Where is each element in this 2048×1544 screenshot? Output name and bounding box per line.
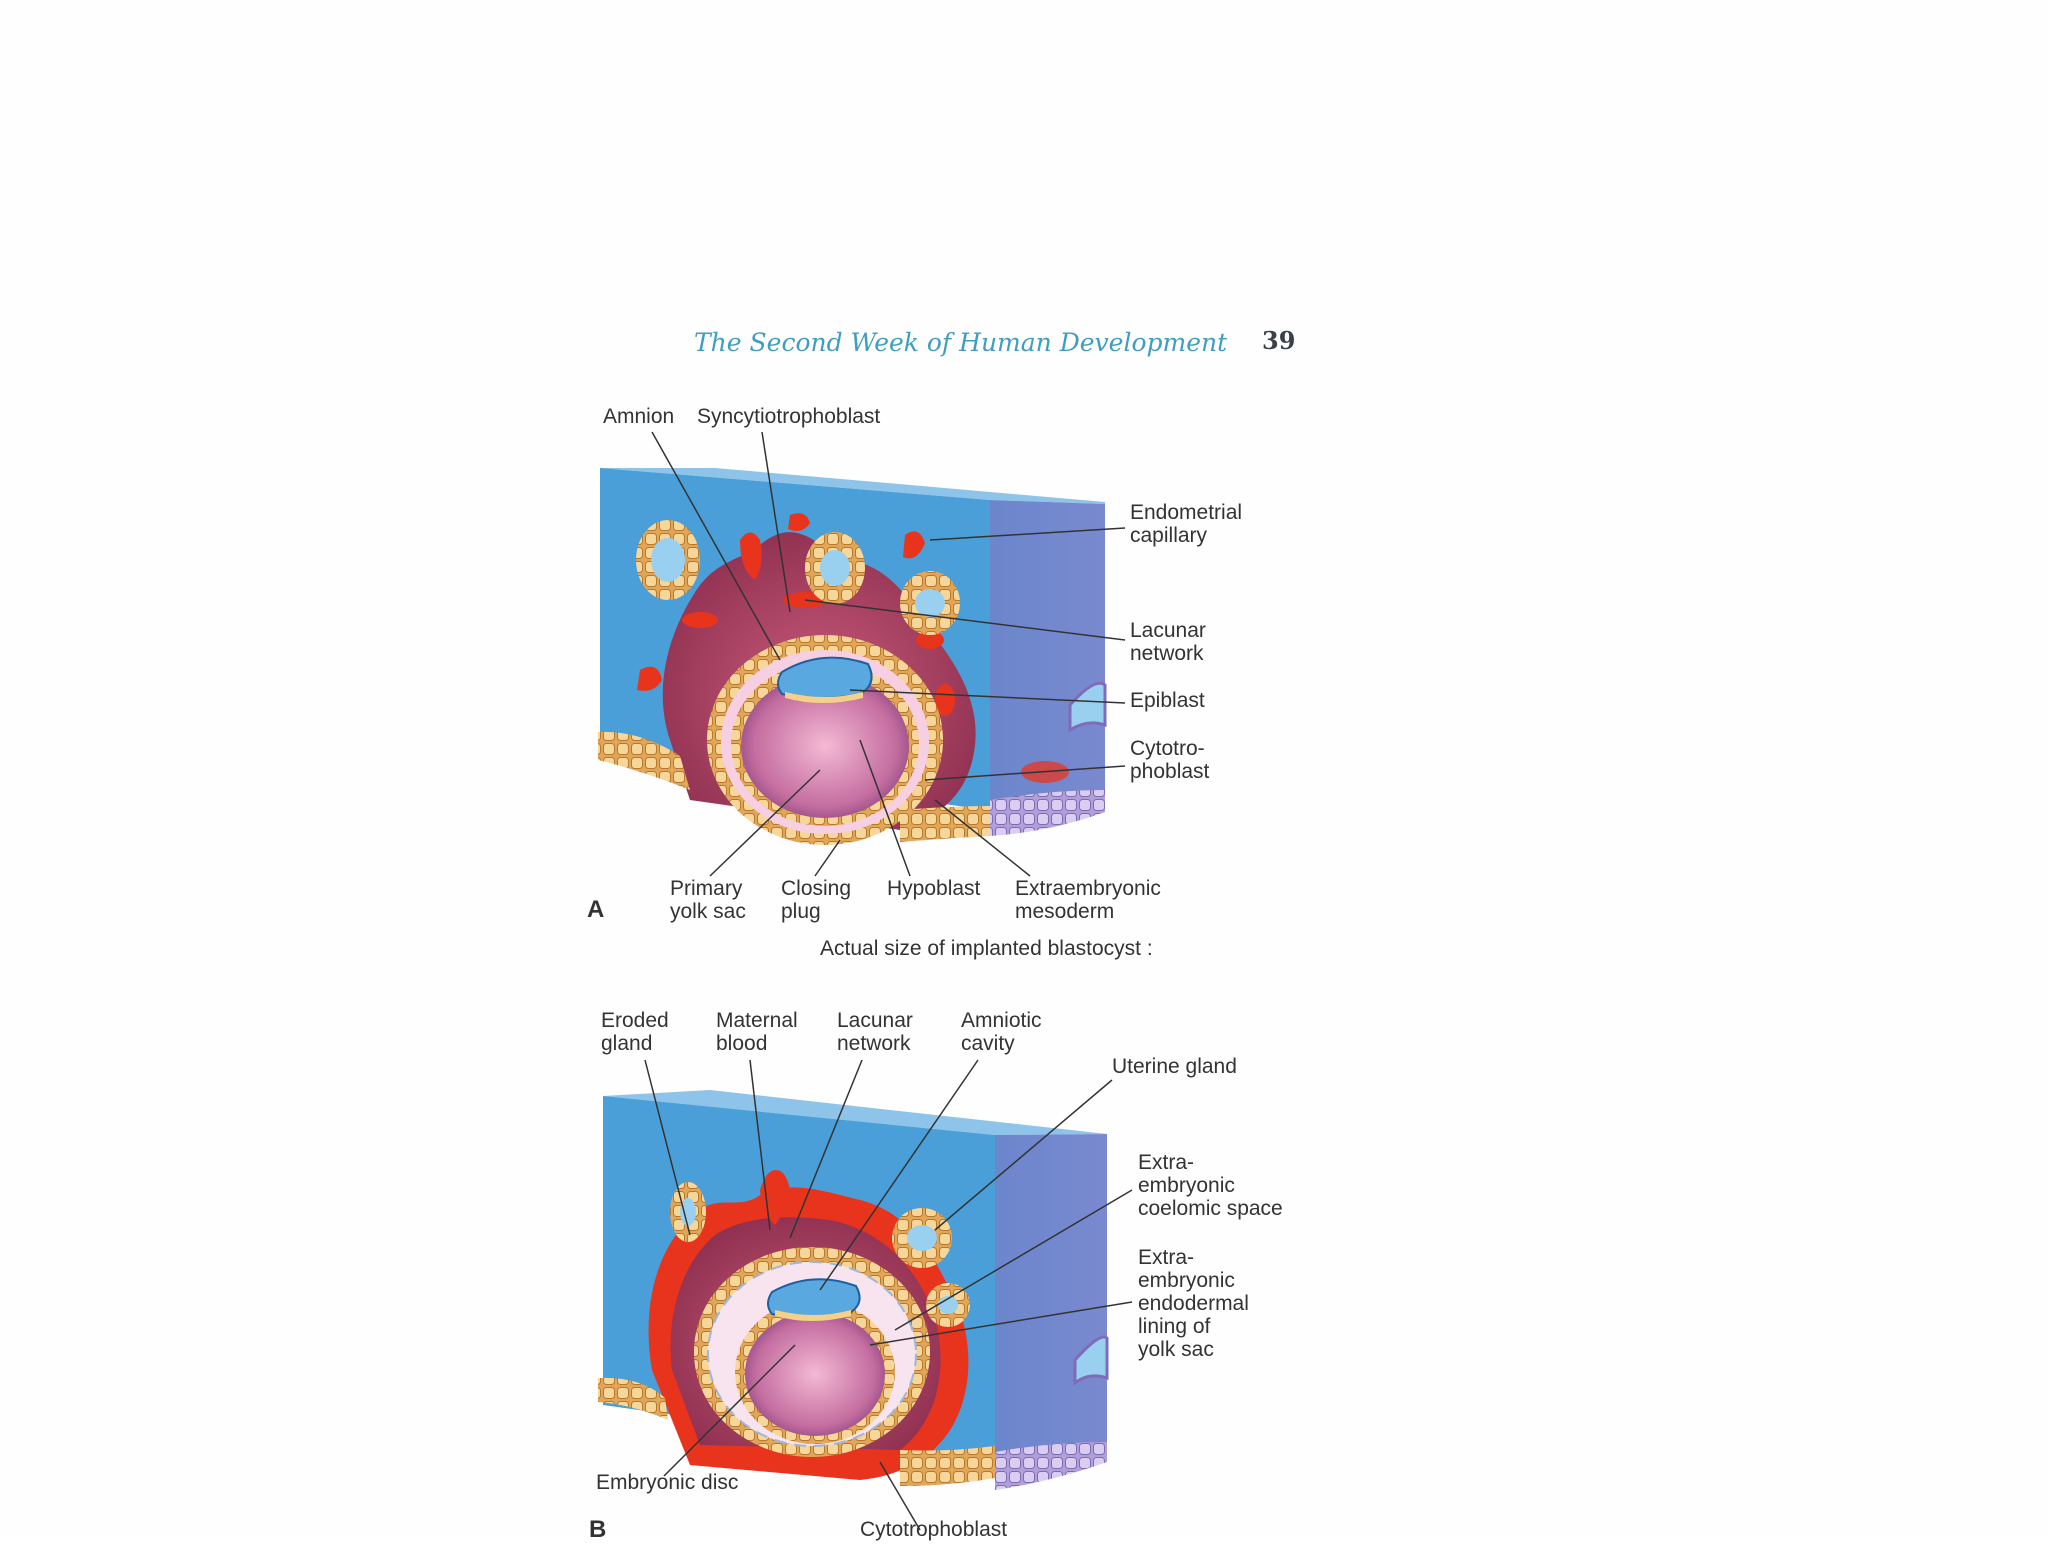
label-extraembryonic-coelomic-space: Extra- embryonic coelomic space	[1138, 1151, 1283, 1220]
label-embryonic-disc: Embryonic disc	[596, 1471, 739, 1494]
label-lacunar-network-b: Lacunar network	[837, 1009, 913, 1055]
label-extraembryonic-mesoderm: Extraembryonic mesoderm	[1015, 877, 1161, 923]
label-maternal-blood: Maternal blood	[716, 1009, 798, 1055]
label-amnion: Amnion	[603, 405, 675, 428]
endometrium-side-b	[995, 1134, 1107, 1460]
figure-a-block	[598, 468, 1105, 845]
caption-actual-size: Actual size of implanted blastocyst :	[820, 937, 1153, 960]
label-eroded-gland: Eroded gland	[601, 1009, 669, 1055]
label-syncytiotrophoblast: Syncytiotrophoblast	[697, 405, 881, 428]
running-header-title: The Second Week of Human Development	[694, 328, 1228, 357]
label-extraembryonic-endodermal-lining: Extra- embryonic endodermal lining of yolk sac	[1138, 1246, 1249, 1361]
label-lacunar-network-a: Lacunar network	[1130, 619, 1206, 665]
label-uterine-gland: Uterine gland	[1112, 1055, 1237, 1078]
label-cytotrophoblast-b: Cytotrophoblast	[860, 1518, 1008, 1541]
label-epiblast: Epiblast	[1130, 689, 1205, 712]
label-cytotrophoblast-a: Cytotro- phoblast	[1130, 737, 1210, 783]
label-primary-yolk-sac: Primary yolk sac	[670, 877, 746, 923]
label-amniotic-cavity: Amniotic cavity	[961, 1009, 1042, 1055]
panel-letter-b: B	[589, 1516, 607, 1543]
label-closing-plug: Closing plug	[781, 877, 852, 923]
label-endometrial-capillary: Endometrial capillary	[1130, 501, 1243, 547]
page-number: 39	[1262, 326, 1296, 355]
label-hypoblast: Hypoblast	[887, 877, 981, 900]
figure-b-block	[598, 1090, 1107, 1490]
panel-letter-a: A	[587, 896, 605, 923]
